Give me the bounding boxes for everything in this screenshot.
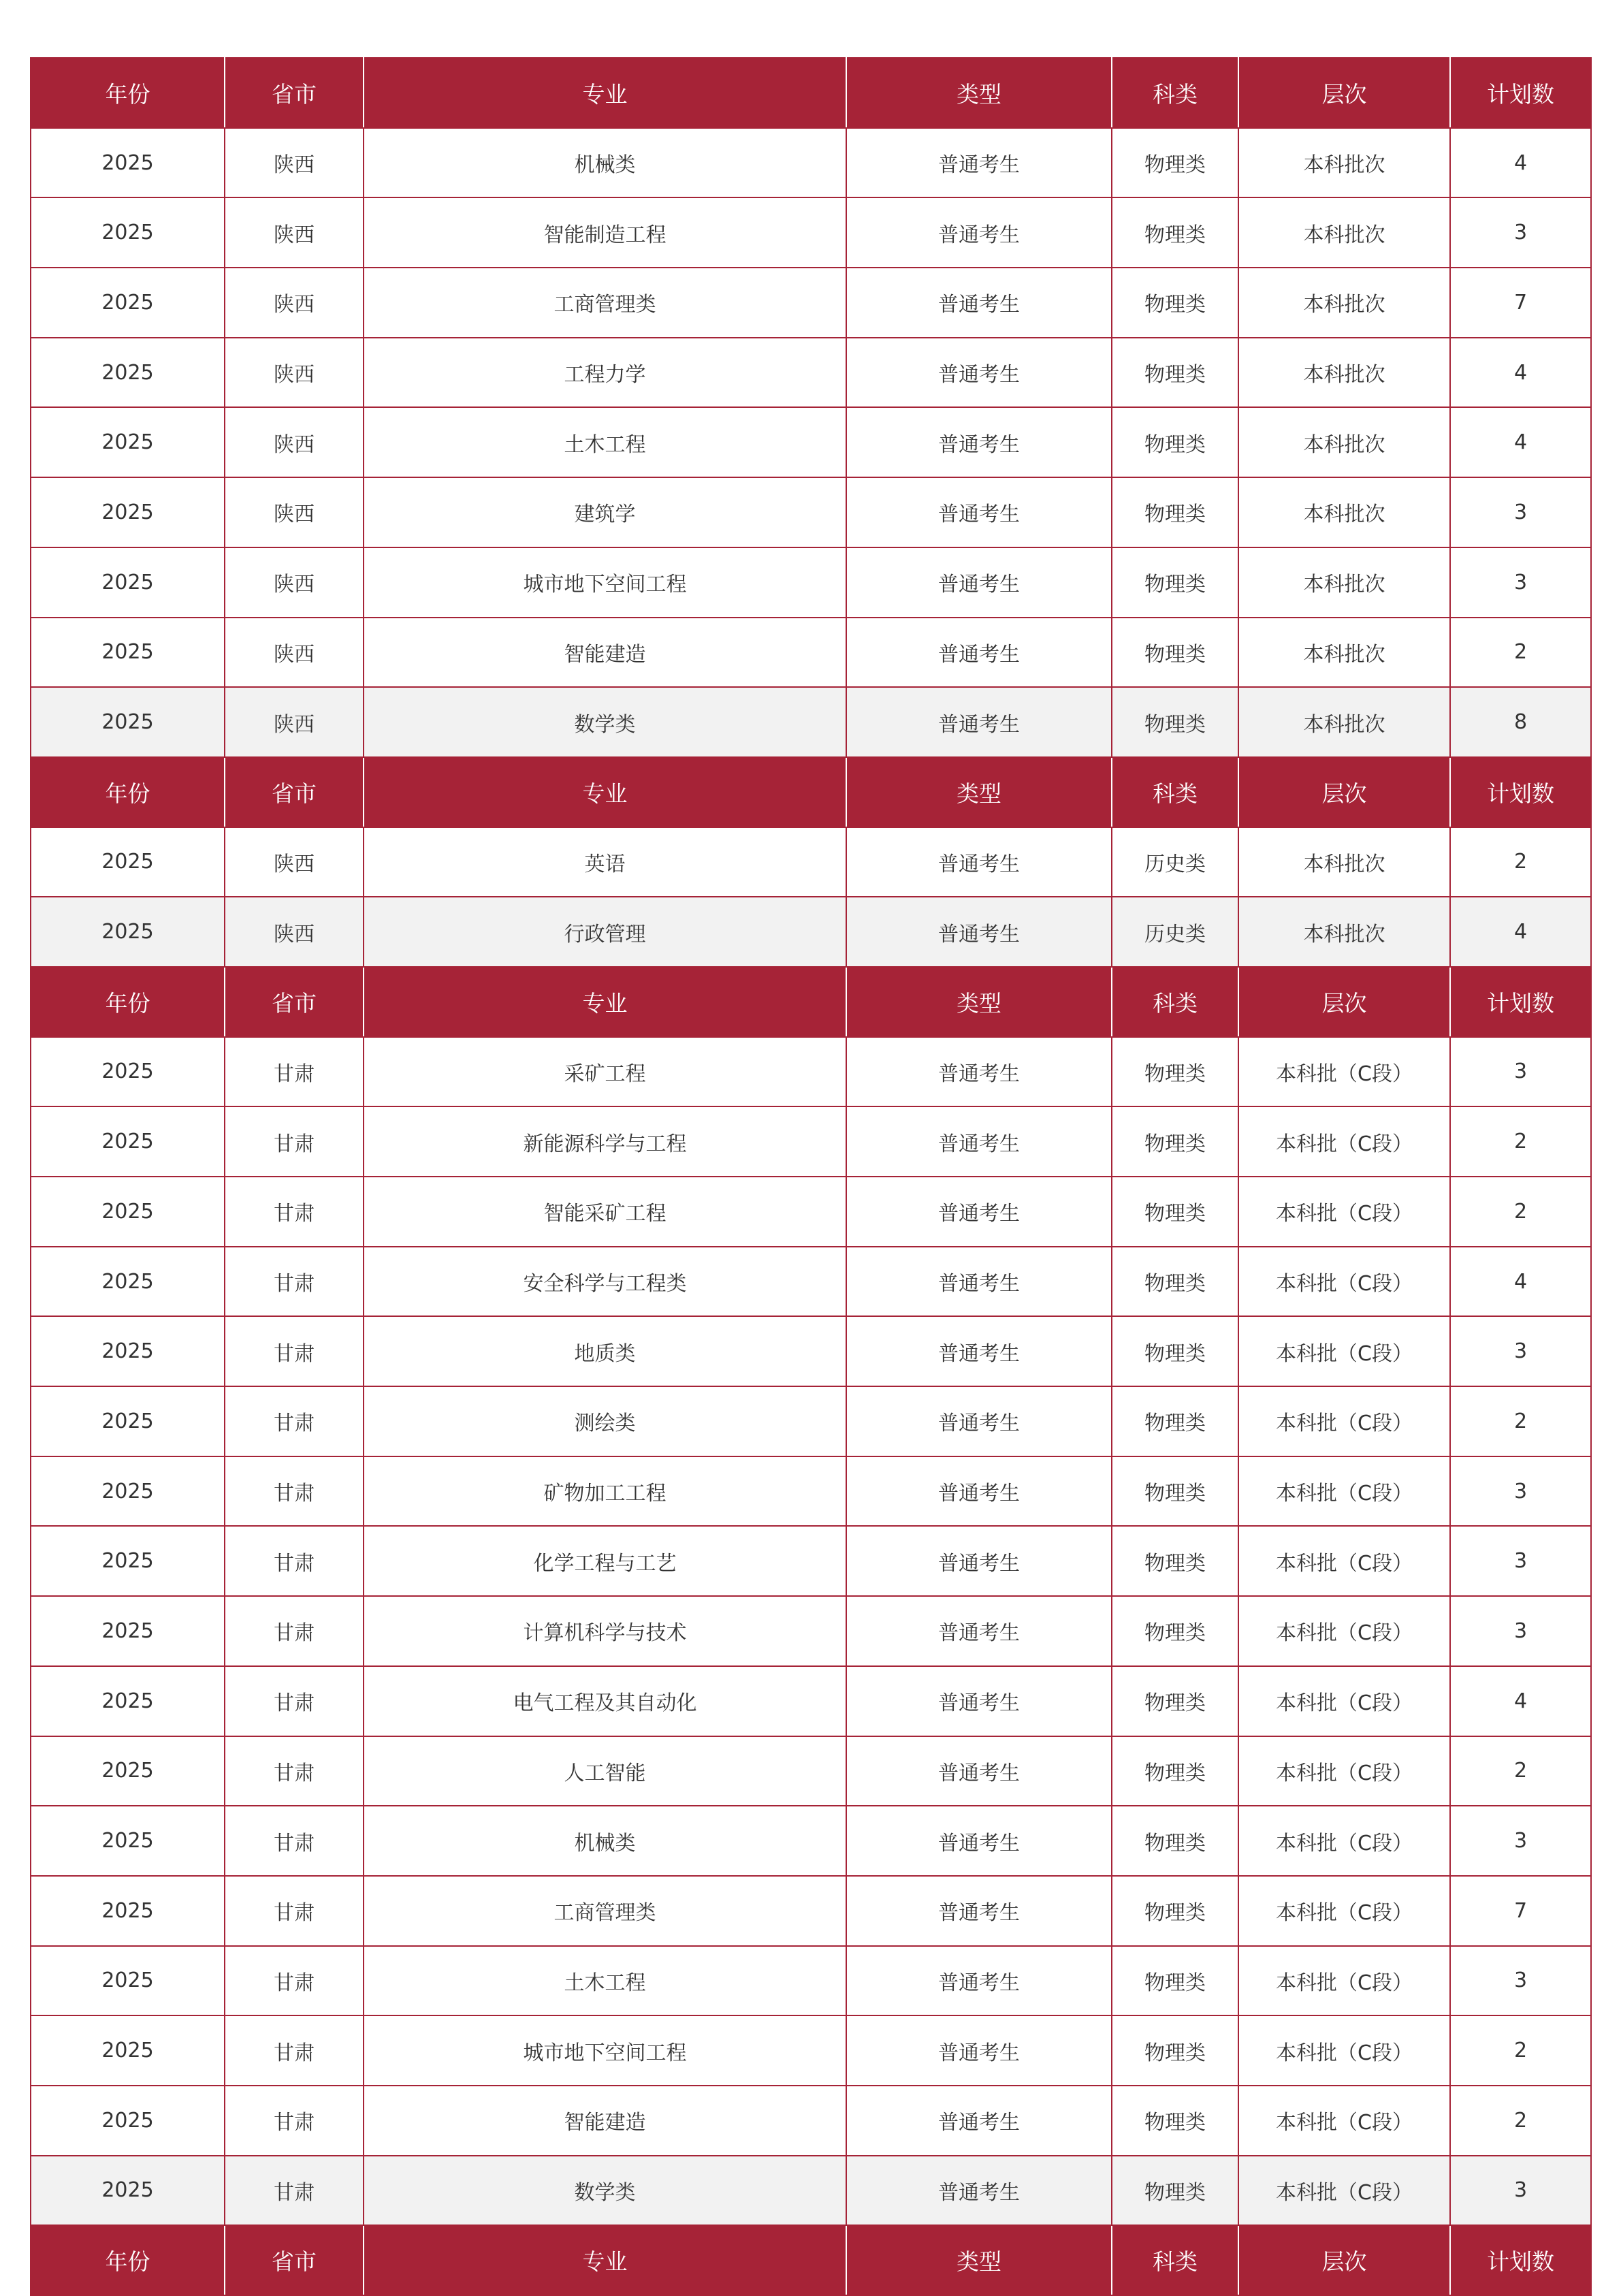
cell-province: 甘肃: [225, 1806, 364, 1876]
cell-province: 甘肃: [225, 1316, 364, 1386]
column-header-subject-category: 科类: [1112, 2225, 1238, 2295]
cell-plan-count: 4: [1450, 897, 1591, 967]
cell-plan-count: 2: [1450, 1386, 1591, 1456]
cell-subject-category: 物理类: [1112, 407, 1238, 477]
column-header-subject-category: 科类: [1112, 757, 1238, 827]
cell-major: 机械类: [364, 128, 846, 198]
cell-plan-count: 3: [1450, 2156, 1591, 2226]
cell-major: 矿物加工工程: [364, 1456, 846, 1527]
cell-subject-category: 物理类: [1112, 2156, 1238, 2226]
cell-year: 2025: [31, 1037, 225, 1107]
column-header-province: 省市: [225, 757, 364, 827]
cell-year: 2025: [31, 1177, 225, 1247]
cell-province: 甘肃: [225, 1946, 364, 2016]
table-row: [31, 197, 1591, 268]
cell-year: 2025: [31, 268, 225, 338]
cell-province: 甘肃: [225, 2086, 364, 2156]
cell-major: 化学工程与工艺: [364, 1526, 846, 1596]
cell-year: 2025: [31, 1736, 225, 1806]
cell-plan-count: 2: [1450, 1736, 1591, 1806]
cell-candidate-type: 普通考生: [846, 1666, 1112, 1736]
cell-subject-category: 物理类: [1112, 1247, 1238, 1317]
cell-major: 智能建造: [364, 618, 846, 688]
table-row: [31, 897, 1591, 967]
cell-batch-level: 本科批（C段）: [1238, 2156, 1450, 2226]
cell-subject-category: 物理类: [1112, 1316, 1238, 1386]
cell-subject-category: 物理类: [1112, 618, 1238, 688]
cell-batch-level: 本科批（C段）: [1238, 1386, 1450, 1456]
cell-batch-level: 本科批次: [1238, 197, 1450, 268]
column-header-province: 省市: [225, 967, 364, 1037]
table-row: [31, 1386, 1591, 1456]
cell-subject-category: 物理类: [1112, 2015, 1238, 2086]
column-header-plan-count: 计划数: [1450, 967, 1591, 1037]
table-row: [31, 1037, 1591, 1107]
cell-candidate-type: 普通考生: [846, 1736, 1112, 1806]
cell-candidate-type: 普通考生: [846, 1106, 1112, 1177]
column-header-subject-category: 科类: [1112, 967, 1238, 1037]
cell-candidate-type: 普通考生: [846, 2015, 1112, 2086]
cell-province: 陕西: [225, 618, 364, 688]
cell-plan-count: 4: [1450, 1666, 1591, 1736]
cell-major: 采矿工程: [364, 1037, 846, 1107]
table-row: [31, 1456, 1591, 1527]
cell-plan-count: 3: [1450, 1316, 1591, 1386]
cell-candidate-type: 普通考生: [846, 2086, 1112, 2156]
cell-candidate-type: 普通考生: [846, 1526, 1112, 1596]
column-header-year: 年份: [31, 757, 225, 827]
cell-candidate-type: 普通考生: [846, 827, 1112, 897]
cell-province: 甘肃: [225, 2015, 364, 2086]
cell-batch-level: 本科批次: [1238, 128, 1450, 198]
cell-province: 陕西: [225, 547, 364, 618]
cell-subject-category: 物理类: [1112, 1106, 1238, 1177]
cell-batch-level: 本科批次: [1238, 618, 1450, 688]
cell-province: 陕西: [225, 197, 364, 268]
cell-candidate-type: 普通考生: [846, 618, 1112, 688]
cell-candidate-type: 普通考生: [846, 268, 1112, 338]
cell-batch-level: 本科批（C段）: [1238, 2015, 1450, 2086]
table-row: [31, 1806, 1591, 1876]
column-header-plan-count: 计划数: [1450, 58, 1591, 128]
cell-major: 城市地下空间工程: [364, 2015, 846, 2086]
cell-plan-count: 3: [1450, 1526, 1591, 1596]
cell-batch-level: 本科批（C段）: [1238, 1526, 1450, 1596]
table-header-row: [31, 58, 1591, 128]
cell-year: 2025: [31, 1526, 225, 1596]
cell-batch-level: 本科批次: [1238, 897, 1450, 967]
cell-plan-count: 2: [1450, 1106, 1591, 1177]
table-header-row: [31, 967, 1591, 1037]
cell-province: 甘肃: [225, 1736, 364, 1806]
column-header-candidate-type: 类型: [846, 58, 1112, 128]
table-row: [31, 1177, 1591, 1247]
cell-batch-level: 本科批次: [1238, 407, 1450, 477]
cell-major: 数学类: [364, 2156, 846, 2226]
column-header-province: 省市: [225, 58, 364, 128]
cell-candidate-type: 普通考生: [846, 197, 1112, 268]
cell-major: 智能采矿工程: [364, 1177, 846, 1247]
table-header-row: [31, 757, 1591, 827]
cell-batch-level: 本科批（C段）: [1238, 1876, 1450, 1946]
table-row: [31, 1666, 1591, 1736]
cell-plan-count: 3: [1450, 1806, 1591, 1876]
cell-major: 英语: [364, 827, 846, 897]
cell-province: 甘肃: [225, 1037, 364, 1107]
column-header-plan-count: 计划数: [1450, 2225, 1591, 2295]
table-row: [31, 547, 1591, 618]
cell-candidate-type: 普通考生: [846, 1247, 1112, 1317]
cell-year: 2025: [31, 2015, 225, 2086]
cell-subject-category: 历史类: [1112, 897, 1238, 967]
plan-table-body: [31, 58, 1591, 2295]
cell-province: 陕西: [225, 128, 364, 198]
column-header-year: 年份: [31, 2225, 225, 2295]
table-row: [31, 1316, 1591, 1386]
cell-major: 工程力学: [364, 338, 846, 408]
cell-candidate-type: 普通考生: [846, 1456, 1112, 1527]
cell-candidate-type: 普通考生: [846, 407, 1112, 477]
cell-year: 2025: [31, 1247, 225, 1317]
cell-candidate-type: 普通考生: [846, 338, 1112, 408]
cell-batch-level: 本科批次: [1238, 687, 1450, 757]
cell-candidate-type: 普通考生: [846, 547, 1112, 618]
cell-subject-category: 物理类: [1112, 687, 1238, 757]
cell-subject-category: 物理类: [1112, 547, 1238, 618]
cell-province: 甘肃: [225, 1386, 364, 1456]
table-row: [31, 2086, 1591, 2156]
cell-batch-level: 本科批（C段）: [1238, 1316, 1450, 1386]
cell-province: 甘肃: [225, 1596, 364, 1666]
cell-subject-category: 物理类: [1112, 1666, 1238, 1736]
table-row: [31, 128, 1591, 198]
cell-batch-level: 本科批次: [1238, 268, 1450, 338]
column-header-major: 专业: [364, 967, 846, 1037]
cell-province: 陕西: [225, 687, 364, 757]
cell-subject-category: 物理类: [1112, 477, 1238, 547]
cell-subject-category: 物理类: [1112, 1736, 1238, 1806]
cell-candidate-type: 普通考生: [846, 1806, 1112, 1876]
column-header-subject-category: 科类: [1112, 58, 1238, 128]
cell-subject-category: 物理类: [1112, 1037, 1238, 1107]
cell-major: 建筑学: [364, 477, 846, 547]
table-row: [31, 1876, 1591, 1946]
cell-plan-count: 8: [1450, 687, 1591, 757]
column-header-batch-level: 层次: [1238, 58, 1450, 128]
cell-year: 2025: [31, 618, 225, 688]
cell-year: 2025: [31, 2156, 225, 2226]
cell-candidate-type: 普通考生: [846, 477, 1112, 547]
cell-subject-category: 物理类: [1112, 1946, 1238, 2016]
table-row: [31, 477, 1591, 547]
cell-major: 数学类: [364, 687, 846, 757]
cell-major: 土木工程: [364, 1946, 846, 2016]
cell-plan-count: 3: [1450, 197, 1591, 268]
cell-plan-count: 2: [1450, 618, 1591, 688]
cell-subject-category: 历史类: [1112, 827, 1238, 897]
cell-year: 2025: [31, 897, 225, 967]
cell-year: 2025: [31, 1666, 225, 1736]
cell-batch-level: 本科批次: [1238, 827, 1450, 897]
cell-province: 陕西: [225, 268, 364, 338]
cell-candidate-type: 普通考生: [846, 1946, 1112, 2016]
cell-year: 2025: [31, 1316, 225, 1386]
cell-subject-category: 物理类: [1112, 1456, 1238, 1527]
cell-batch-level: 本科批（C段）: [1238, 1946, 1450, 2016]
cell-subject-category: 物理类: [1112, 197, 1238, 268]
table-row: [31, 1946, 1591, 2016]
cell-year: 2025: [31, 407, 225, 477]
column-header-year: 年份: [31, 58, 225, 128]
cell-year: 2025: [31, 827, 225, 897]
table-row: [31, 618, 1591, 688]
cell-plan-count: 2: [1450, 2015, 1591, 2086]
cell-major: 计算机科学与技术: [364, 1596, 846, 1666]
cell-major: 土木工程: [364, 407, 846, 477]
cell-province: 陕西: [225, 897, 364, 967]
cell-candidate-type: 普通考生: [846, 1596, 1112, 1666]
column-header-candidate-type: 类型: [846, 2225, 1112, 2295]
cell-subject-category: 物理类: [1112, 1806, 1238, 1876]
table-row: [31, 1736, 1591, 1806]
cell-candidate-type: 普通考生: [846, 1386, 1112, 1456]
cell-major: 城市地下空间工程: [364, 547, 846, 618]
cell-major: 测绘类: [364, 1386, 846, 1456]
cell-year: 2025: [31, 1456, 225, 1527]
cell-plan-count: 4: [1450, 338, 1591, 408]
cell-major: 智能制造工程: [364, 197, 846, 268]
column-header-batch-level: 层次: [1238, 757, 1450, 827]
cell-plan-count: 3: [1450, 1456, 1591, 1527]
cell-candidate-type: 普通考生: [846, 2156, 1112, 2226]
cell-plan-count: 3: [1450, 1946, 1591, 2016]
column-header-batch-level: 层次: [1238, 2225, 1450, 2295]
table-row: [31, 1526, 1591, 1596]
column-header-batch-level: 层次: [1238, 967, 1450, 1037]
cell-year: 2025: [31, 1596, 225, 1666]
column-header-plan-count: 计划数: [1450, 757, 1591, 827]
cell-plan-count: 2: [1450, 1177, 1591, 1247]
cell-subject-category: 物理类: [1112, 2086, 1238, 2156]
cell-plan-count: 4: [1450, 1247, 1591, 1317]
cell-subject-category: 物理类: [1112, 1177, 1238, 1247]
cell-year: 2025: [31, 128, 225, 198]
cell-year: 2025: [31, 1106, 225, 1177]
cell-candidate-type: 普通考生: [846, 128, 1112, 198]
cell-province: 陕西: [225, 338, 364, 408]
cell-plan-count: 4: [1450, 407, 1591, 477]
cell-subject-category: 物理类: [1112, 338, 1238, 408]
table-row: [31, 338, 1591, 408]
cell-province: 甘肃: [225, 1666, 364, 1736]
cell-batch-level: 本科批（C段）: [1238, 1456, 1450, 1527]
cell-batch-level: 本科批次: [1238, 477, 1450, 547]
cell-major: 安全科学与工程类: [364, 1247, 846, 1317]
cell-year: 2025: [31, 197, 225, 268]
cell-batch-level: 本科批（C段）: [1238, 1596, 1450, 1666]
cell-year: 2025: [31, 1386, 225, 1456]
cell-subject-category: 物理类: [1112, 268, 1238, 338]
cell-batch-level: 本科批次: [1238, 547, 1450, 618]
cell-province: 陕西: [225, 827, 364, 897]
cell-province: 甘肃: [225, 2156, 364, 2226]
cell-year: 2025: [31, 687, 225, 757]
table-header-row: [31, 2225, 1591, 2295]
column-header-major: 专业: [364, 757, 846, 827]
cell-candidate-type: 普通考生: [846, 1316, 1112, 1386]
cell-candidate-type: 普通考生: [846, 1177, 1112, 1247]
cell-candidate-type: 普通考生: [846, 1037, 1112, 1107]
cell-plan-count: 3: [1450, 1596, 1591, 1666]
cell-subject-category: 物理类: [1112, 1526, 1238, 1596]
column-header-year: 年份: [31, 967, 225, 1037]
cell-plan-count: 2: [1450, 2086, 1591, 2156]
table-row: [31, 2156, 1591, 2226]
cell-plan-count: 7: [1450, 268, 1591, 338]
cell-subject-category: 物理类: [1112, 1876, 1238, 1946]
table-row: [31, 2015, 1591, 2086]
cell-candidate-type: 普通考生: [846, 687, 1112, 757]
cell-major: 人工智能: [364, 1736, 846, 1806]
admission-plan-sheet: [30, 57, 1590, 2296]
table-row: [31, 827, 1591, 897]
column-header-major: 专业: [364, 2225, 846, 2295]
cell-plan-count: 3: [1450, 477, 1591, 547]
column-header-candidate-type: 类型: [846, 967, 1112, 1037]
cell-batch-level: 本科批（C段）: [1238, 1806, 1450, 1876]
cell-batch-level: 本科批次: [1238, 338, 1450, 408]
cell-subject-category: 物理类: [1112, 1596, 1238, 1666]
cell-plan-count: 3: [1450, 547, 1591, 618]
cell-major: 行政管理: [364, 897, 846, 967]
cell-major: 工商管理类: [364, 1876, 846, 1946]
cell-major: 地质类: [364, 1316, 846, 1386]
cell-subject-category: 物理类: [1112, 128, 1238, 198]
cell-year: 2025: [31, 1806, 225, 1876]
cell-major: 电气工程及其自动化: [364, 1666, 846, 1736]
cell-province: 甘肃: [225, 1526, 364, 1596]
cell-year: 2025: [31, 1876, 225, 1946]
cell-batch-level: 本科批（C段）: [1238, 1736, 1450, 1806]
cell-subject-category: 物理类: [1112, 1386, 1238, 1456]
cell-province: 甘肃: [225, 1876, 364, 1946]
cell-province: 甘肃: [225, 1456, 364, 1527]
cell-major: 新能源科学与工程: [364, 1106, 846, 1177]
cell-major: 机械类: [364, 1806, 846, 1876]
cell-province: 陕西: [225, 407, 364, 477]
cell-batch-level: 本科批（C段）: [1238, 1177, 1450, 1247]
cell-province: 陕西: [225, 477, 364, 547]
column-header-province: 省市: [225, 2225, 364, 2295]
column-header-major: 专业: [364, 58, 846, 128]
cell-province: 甘肃: [225, 1247, 364, 1317]
cell-candidate-type: 普通考生: [846, 1876, 1112, 1946]
cell-batch-level: 本科批（C段）: [1238, 1247, 1450, 1317]
cell-plan-count: 4: [1450, 128, 1591, 198]
cell-province: 甘肃: [225, 1106, 364, 1177]
cell-plan-count: 2: [1450, 827, 1591, 897]
cell-candidate-type: 普通考生: [846, 897, 1112, 967]
cell-year: 2025: [31, 338, 225, 408]
cell-year: 2025: [31, 477, 225, 547]
admission-plan-table: [30, 57, 1592, 2296]
cell-batch-level: 本科批（C段）: [1238, 2086, 1450, 2156]
cell-province: 甘肃: [225, 1177, 364, 1247]
cell-batch-level: 本科批（C段）: [1238, 1666, 1450, 1736]
table-row: [31, 1106, 1591, 1177]
table-row: [31, 268, 1591, 338]
cell-year: 2025: [31, 1946, 225, 2016]
cell-major: 工商管理类: [364, 268, 846, 338]
table-row: [31, 1596, 1591, 1666]
table-row: [31, 687, 1591, 757]
cell-year: 2025: [31, 2086, 225, 2156]
column-header-candidate-type: 类型: [846, 757, 1112, 827]
table-row: [31, 1247, 1591, 1317]
cell-year: 2025: [31, 547, 225, 618]
cell-batch-level: 本科批（C段）: [1238, 1106, 1450, 1177]
table-row: [31, 407, 1591, 477]
cell-plan-count: 3: [1450, 1037, 1591, 1107]
cell-plan-count: 7: [1450, 1876, 1591, 1946]
cell-batch-level: 本科批（C段）: [1238, 1037, 1450, 1107]
cell-major: 智能建造: [364, 2086, 846, 2156]
